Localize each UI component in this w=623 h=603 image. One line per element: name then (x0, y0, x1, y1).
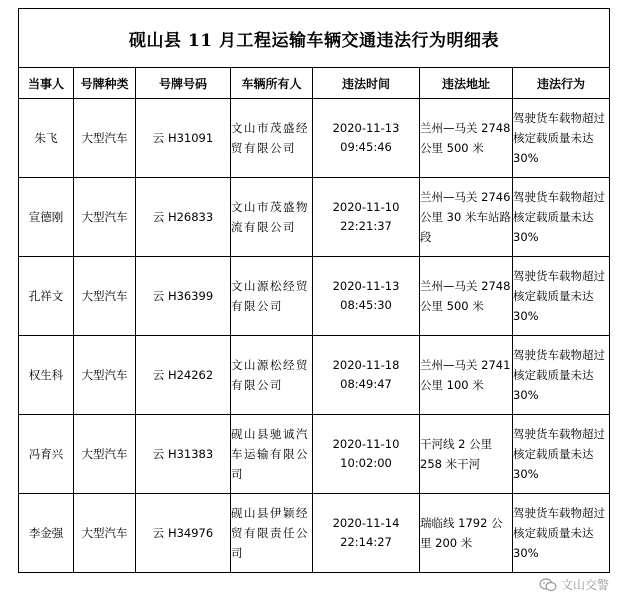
cell-place: 兰州—马关 2741 公里 100 米 (420, 336, 513, 415)
cell-plate: 云 H24262 (136, 336, 231, 415)
cell-owner: 文山市茂盛经贸有限公司 (231, 99, 313, 178)
cell-person: 孔祥文 (19, 257, 74, 336)
cell-act: 驾驶货车载物超过核定载质量未达 30% (513, 178, 610, 257)
header-plate: 号牌号码 (136, 68, 231, 99)
cell-date: 2020-11-13 (332, 121, 400, 135)
header-owner: 车辆所有人 (231, 68, 313, 99)
cell-plate-type: 大型汽车 (74, 336, 136, 415)
cell-plate: 云 H31383 (136, 415, 231, 494)
cell-place: 兰州—马关 2746 公里 30 米车站路段 (420, 178, 513, 257)
cell-act: 驾驶货车载物超过核定载质量未达 30% (513, 494, 610, 573)
cell-time (313, 178, 420, 257)
cell-person: 权生科 (19, 336, 74, 415)
cell-clock: 22:21:37 (340, 219, 392, 233)
cell-person: 李金强 (19, 494, 74, 573)
cell-place: 兰州—马关 2748 公里 500 米 (420, 257, 513, 336)
header-plate-type: 号牌种类 (74, 68, 136, 99)
table-row (19, 494, 610, 573)
cell-clock: 08:45:30 (340, 298, 392, 312)
header-time: 违法时间 (313, 68, 420, 99)
cell-owner: 文山源松经贸有限公司 (231, 257, 313, 336)
header-person: 当事人 (19, 68, 74, 99)
cell-plate-type: 大型汽车 (74, 257, 136, 336)
cell-place: 干河线 2 公里 258 米干河 (420, 415, 513, 494)
cell-date: 2020-11-13 (332, 279, 400, 293)
table-row (19, 415, 610, 494)
cell-person: 宣德刚 (19, 178, 74, 257)
cell-owner: 文山市茂盛物流有限公司 (231, 178, 313, 257)
cell-date: 2020-11-18 (332, 358, 400, 372)
cell-time (313, 99, 420, 178)
cell-clock: 22:14:27 (340, 535, 392, 549)
header-place: 违法地址 (420, 68, 513, 99)
header-row (19, 68, 610, 99)
cell-time (313, 494, 420, 573)
cell-act: 驾驶货车载物超过核定载质量未达 30% (513, 99, 610, 178)
table-row (19, 99, 610, 178)
table-row (19, 257, 610, 336)
table-title: 砚山县 11 月工程运输车辆交通违法行为明细表 (19, 9, 610, 68)
cell-owner: 文山源松经贸有限公司 (231, 336, 313, 415)
table-row (19, 178, 610, 257)
cell-plate-type: 大型汽车 (74, 99, 136, 178)
cell-plate: 云 H36399 (136, 257, 231, 336)
cell-date: 2020-11-14 (332, 516, 400, 530)
header-act: 违法行为 (513, 68, 610, 99)
cell-act: 驾驶货车载物超过核定载质量未达 30% (513, 257, 610, 336)
cell-plate-type: 大型汽车 (74, 415, 136, 494)
cell-plate: 云 H34976 (136, 494, 231, 573)
cell-place: 兰州—马关 2748 公里 500 米 (420, 99, 513, 178)
cell-act: 驾驶货车载物超过核定载质量未达 30% (513, 415, 610, 494)
violation-table (18, 8, 610, 573)
cell-time (313, 415, 420, 494)
cell-clock: 10:02:00 (340, 456, 392, 470)
cell-act: 驾驶货车载物超过核定载质量未达 30% (513, 336, 610, 415)
cell-owner: 砚山县驰诚汽车运输有限公司 (231, 415, 313, 494)
cell-owner: 砚山县伊颖经贸有限责任公司 (231, 494, 313, 573)
cell-clock: 09:45:46 (340, 140, 392, 154)
cell-plate: 云 H26833 (136, 178, 231, 257)
cell-plate: 云 H31091 (136, 99, 231, 178)
cell-time (313, 257, 420, 336)
wechat-icon (539, 578, 557, 592)
table-row (19, 336, 610, 415)
cell-time (313, 336, 420, 415)
cell-plate-type: 大型汽车 (74, 178, 136, 257)
cell-date: 2020-11-10 (332, 437, 400, 451)
cell-person: 朱飞 (19, 99, 74, 178)
watermark-text: 文山交警 (560, 578, 609, 592)
cell-clock: 08:49:47 (340, 377, 392, 391)
cell-plate-type: 大型汽车 (74, 494, 136, 573)
cell-place: 瑞临线 1792 公里 200 米 (420, 494, 513, 573)
watermark (539, 576, 609, 593)
cell-person: 冯育兴 (19, 415, 74, 494)
cell-date: 2020-11-10 (332, 200, 400, 214)
